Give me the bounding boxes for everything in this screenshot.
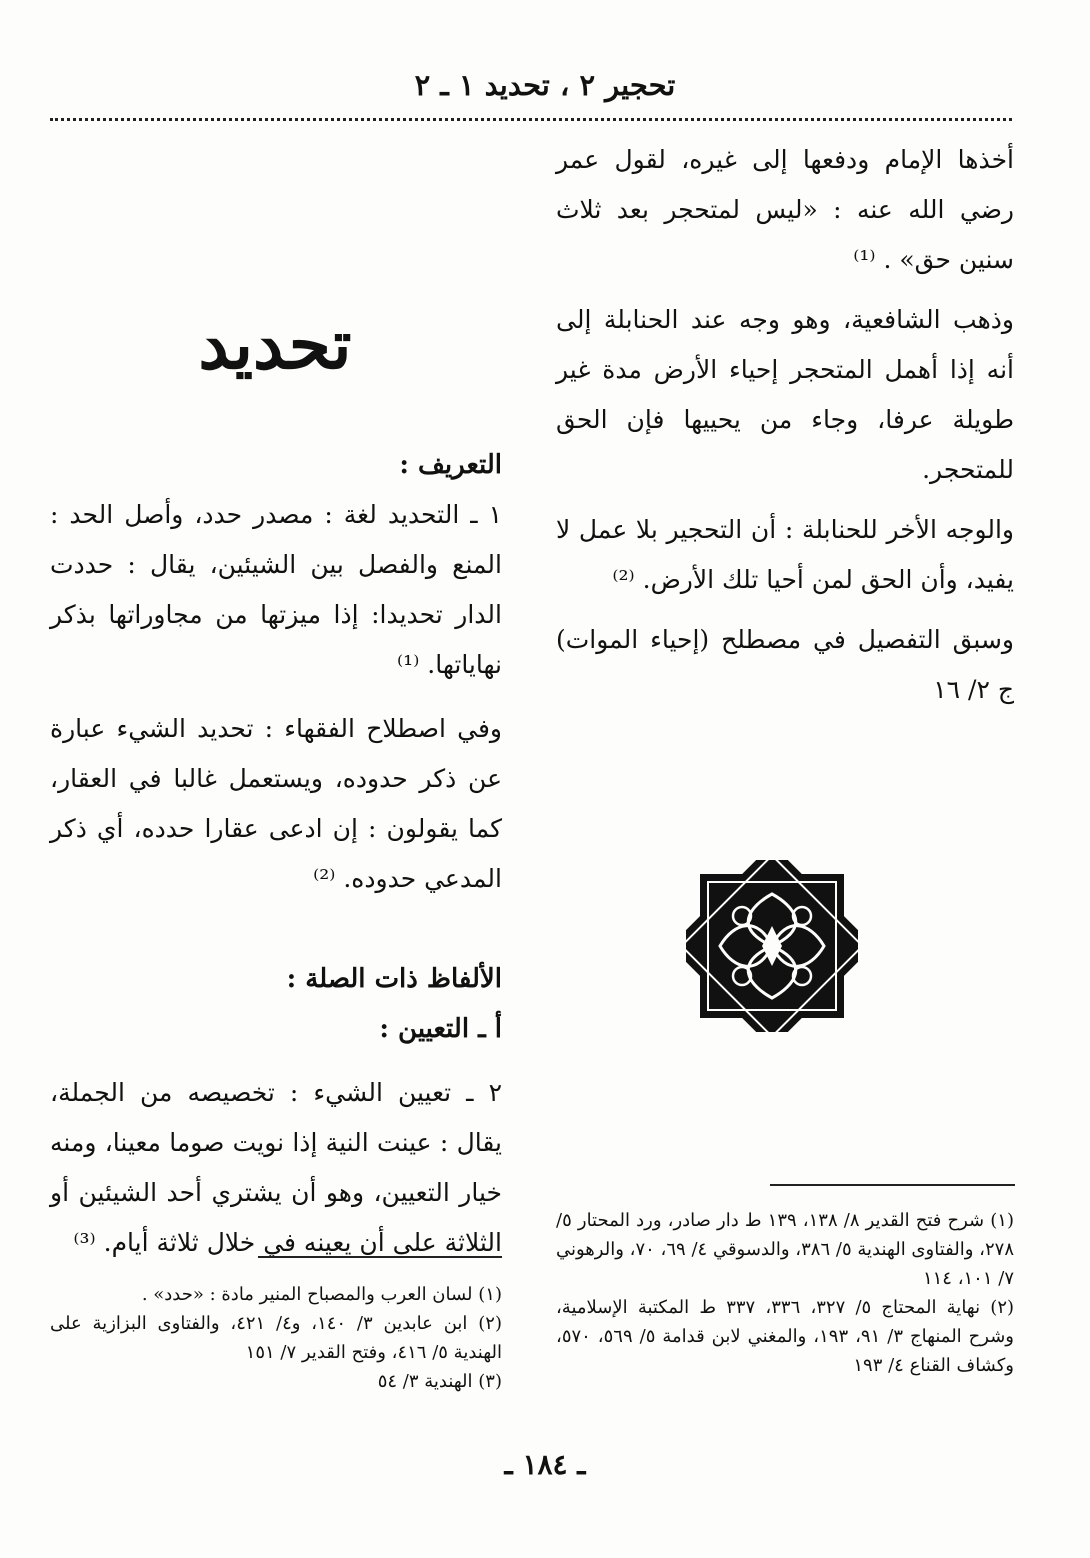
definition-paragraph-1: ١ ـ التحديد لغة : مصدر حدد، وأصل الحد : المنع والفصل بين الشيئين، يقال : حددت الدار تحديدا: إذا ميزتها من مجاوراتها بذكر نهاياتها. ⁽¹⁾ bbox=[50, 500, 502, 679]
footnote-left-3: (٣) الهندية ٣/ ٥٤ bbox=[377, 1371, 502, 1392]
footnote-left-1: (١) لسان العرب والمصباح المنير مادة : «حدد» . bbox=[141, 1284, 502, 1305]
right-paragraph-3: والوجه الأخر للحنابلة : أن التحجير بلا عمل لا يفيد، وأن الحق لمن أحيا تلك الأرض. ⁽²⁾ bbox=[556, 515, 1014, 594]
sub-heading-taayin: أ ـ التعيين : bbox=[379, 1014, 502, 1044]
left-column bbox=[50, 440, 502, 1268]
header-dotted-rule bbox=[50, 118, 1012, 121]
footnote-right-1: (١) شرح فتح القدير ٨/ ١٣٨، ١٣٩ ط دار صادر، ورد المحتار ٥/ ٢٧٨، والفتاوى الهندية ٥/ ٣٨٦، والدسوقي ٤/ ٦٩، ٧٠، والرهوني ٧/ ١٠١، ١١٤ bbox=[556, 1210, 1014, 1289]
definition-paragraph-2: وفي اصطلاح الفقهاء : تحديد الشيء عبارة عن ذكر حدوده، ويستعمل غالبا في العقار، كما يقولون : إن ادعى عقارا حدده، أي ذكر المدعي حدوده. ⁽²⁾ bbox=[50, 714, 502, 893]
right-paragraph-2: وذهب الشافعية، وهو وجه عند الحنابلة إلى أنه إذا أهمل المتحجر إحياء الأرض مدة غير طويلة عرفا، وجاء من يحييها فإن الحق للمتحجر. bbox=[556, 305, 1014, 484]
main-title: تحديد bbox=[198, 305, 352, 385]
footnotes-right bbox=[556, 1206, 1014, 1380]
octagram-arabesque-ornament-icon bbox=[686, 860, 858, 1032]
footnote-rule-left bbox=[258, 1256, 502, 1258]
related-terms-heading: الألفاظ ذات الصلة : bbox=[286, 964, 502, 994]
right-column bbox=[556, 135, 1014, 715]
right-paragraph-1: أخذها الإمام ودفعها إلى غيره، لقول عمر رضي الله عنه : «ليس لمتحجر بعد ثلاث سنين حق» . ⁽¹⁾ bbox=[556, 145, 1015, 274]
footnote-rule-right bbox=[770, 1184, 1015, 1186]
running-header: تحجير ٢ ، تحديد ١ ـ ٢ bbox=[414, 68, 676, 102]
footnotes-left bbox=[50, 1280, 502, 1396]
page-number: ـ ١٨٤ ـ bbox=[504, 1448, 586, 1481]
taayin-paragraph: ٢ ـ تعيين الشيء : تخصيصه من الجملة، يقال : عينت النية إذا نويت صوما معينا، ومنه خيار التعيين، وهو أن يشتري أحد الشيئين أو الثلاثة على أن يعينه في خلال ثلاثة أيام. ⁽³⁾ bbox=[50, 1078, 502, 1257]
right-paragraph-4: وسبق التفصيل في مصطلح (إحياء الموات) ج ٢/ ١٦ bbox=[556, 625, 1014, 704]
footnote-left-2: (٢) ابن عابدين ٣/ ١٤٠، و٤/ ٤٢١، والفتاوى البزازية على الهندية ٥/ ٤١٦، وفتح القدير ٧/ ١٥١ bbox=[50, 1313, 502, 1363]
footnote-right-2: (٢) نهاية المحتاج ٥/ ٣٢٧، ٣٣٦، ٣٣٧ ط المكتبة الإسلامية، وشرح المنهاج ٣/ ٩١، ١٩٣، والمغني لابن قدامة ٥/ ٥٦٩، ٥٧٠، وكشاف القناع ٤/ ١٩٣ bbox=[556, 1297, 1015, 1376]
definition-heading: التعريف : bbox=[399, 450, 502, 480]
